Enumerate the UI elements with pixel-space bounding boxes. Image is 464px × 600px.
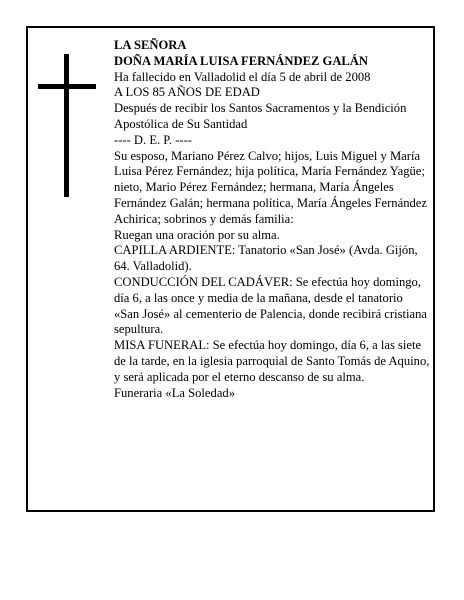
death-notice: Ha fallecido en Valladolid el día 5 de abril de 2008: [114, 69, 371, 84]
sacraments-line: Después de recibir los Santos Sacramentos y la Bendición Apostólica de Su Santidad: [114, 101, 407, 131]
procession-info: CONDUCCIÓN DEL CADÁVER: Se efectúa hoy domingo, día 6, a las once y media de la mañana, desde el tanatorio «San José» al cementerio de Palencia, donde recibirá cristiana sepultura.: [114, 274, 427, 337]
family-list: Su esposo, Mariano Pérez Calvo; hijos, Luis Miguel y María Luisa Pérez Fernández; hija política, María Fernández Yagüe; nieto, Mario Pérez Fernández; hermana, María Ángeles Fernández Galán; hermana política, María Ángeles Fernández Achirica; sobrinos y demás familia:: [114, 148, 427, 226]
funeral-mass-info: MISA FUNERAL: Se efectúa hoy domingo, día 6, a las siete de la tarde, en la iglesia parroquial de Santo Tomás de Aquino, y será aplicada por el eterno descanso de su alma.: [114, 338, 430, 384]
title-line: LA SEÑORA: [114, 38, 187, 52]
age-line: A LOS 85 AÑOS DE EDAD: [114, 85, 260, 100]
deceased-name: DOÑA MARÍA LUISA FERNÁNDEZ GALÁN: [114, 53, 369, 68]
chapel-info: CAPILLA ARDIENTE: Tanatorio «San José» (Avda. Gijón, 64. Valladolid).: [114, 243, 418, 274]
prayer-request: Ruegan una oración por su alma.: [114, 227, 280, 242]
obituary-text: [114, 38, 430, 401]
cross-icon-vertical-bar: [64, 54, 69, 197]
cross-icon-horizontal-bar: [38, 84, 96, 89]
funeral-home: Funeraria «La Soledad»: [114, 385, 235, 400]
rip-line: ---- D. E. P. ----: [114, 132, 192, 147]
